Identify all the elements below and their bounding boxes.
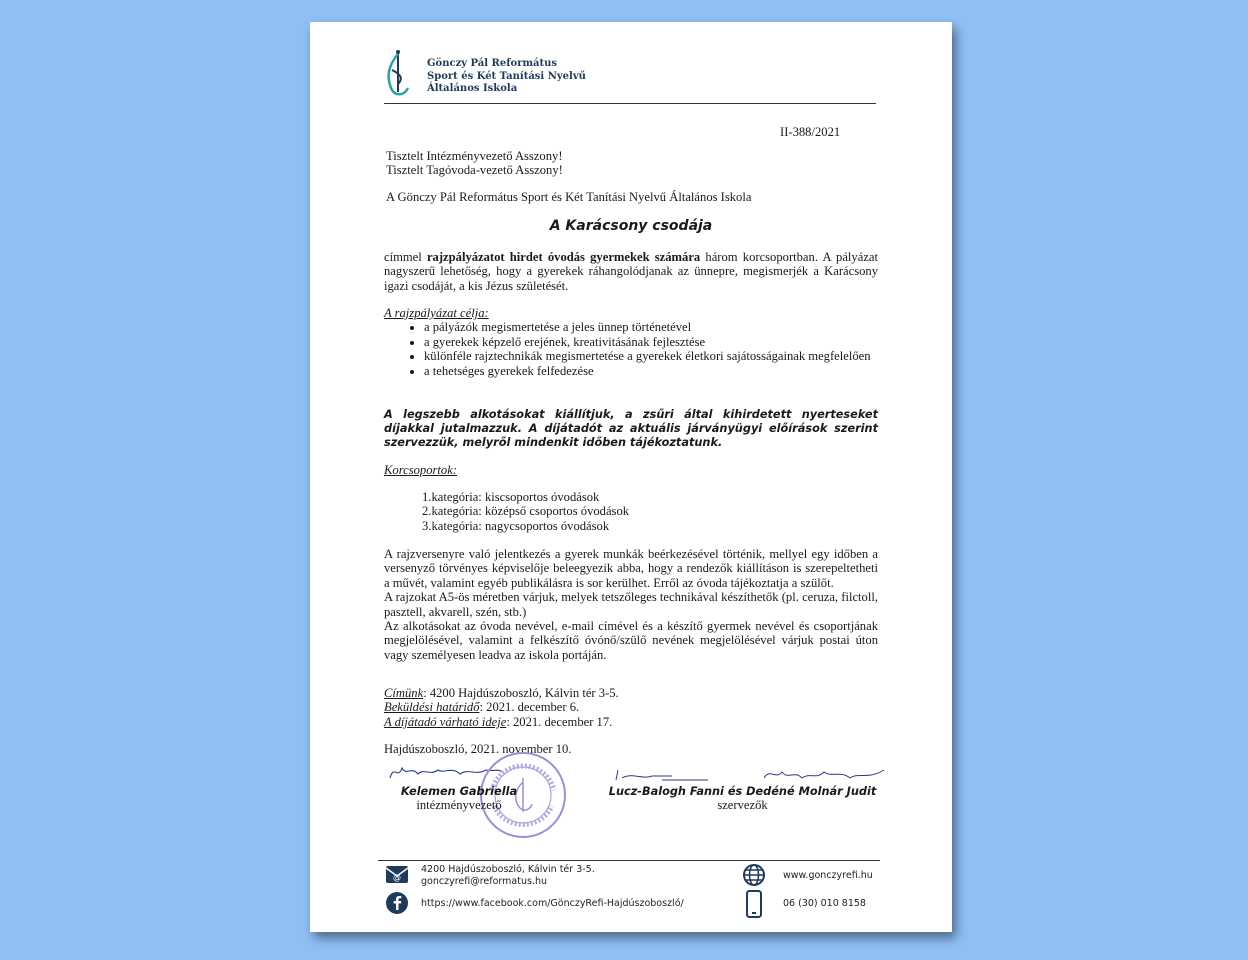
school-name-line: Általános Iskola [427,83,518,94]
school-name [427,58,586,96]
signature-right [600,785,885,812]
footer-facebook[interactable]: https://www.facebook.com/GönczyRefi-Hajdúszoboszló/ [421,898,684,909]
categories-list [422,490,629,533]
body-paragraph [384,250,878,293]
goals-list [384,320,878,378]
footer-phone: 06 (30) 010 8158 [783,898,866,909]
details-paragraph: Az alkotásokat az óvoda nevével, e-mail címével és a készítő gyermek nevével és csoportjának megjelölésével, valamint a felkészítő óvónő/szülő nevének megjelölésével várjuk postai úton vagy személyesen leadva az iskola portáján. [384,619,878,662]
signer-right-role: szervezők [717,798,768,812]
address-value: : 4200 Hajdúszoboszló, Kálvin tér 3-5. [423,686,619,700]
signature-right-2-icon [760,766,890,784]
address-label: Címünk [384,686,424,700]
phone-icon [742,890,766,918]
reference-number: II-388/2021 [780,125,841,139]
deadline-label: Beküldési határidő [384,700,480,715]
signer-left-role: intézményvezető [416,798,502,812]
footer-divider [378,860,880,861]
goals-section [384,306,878,378]
categories-heading: Korcsoportok: [384,463,457,477]
greeting-line: Tisztelt Tagóvoda-vezető Asszony! [386,163,563,178]
place-date: Hajdúszoboszló, 2021. november 10. [384,742,572,756]
school-name-line: Gönczy Pál Református [427,58,558,69]
goals-heading: A rajzpályázat célja: [384,306,489,320]
footer-email[interactable]: gonczyrefi@reformatus.hu [421,876,547,887]
highlight-paragraph: A legszebb alkotásokat kiállítjuk, a zsűri által kihirdetett nyerteseket díjakkal jutalmazzuk. A díjátadót az aktuális járványügyi előírások szerint szervezzük, melyről mindenkit időben tájékoztatunk. [384,408,878,449]
signature-right-1-icon [612,768,712,784]
category-item: 1.kategória: kiscsoportos óvodások [422,490,600,504]
address-line [384,686,619,700]
info-block [384,686,619,729]
school-name-line: Sport és Két Tanítási Nyelvű [427,70,586,82]
deadline-value: : 2021. december 6. [479,700,580,715]
signer-right-name: Lucz-Balogh Fanni és Dedéné Molnár Judit [608,785,877,798]
footer-contact [421,864,595,888]
footer-website[interactable]: www.gonczyrefi.hu [783,870,873,881]
mail-icon [385,862,409,886]
goal-item: • a gyerekek képzelő erejének, kreativitásának fejlesztése [424,335,878,349]
category-item: 2.kategória: középső csoportos óvodások [422,504,630,519]
signer-left-name: Kelemen Gabriella [400,785,518,798]
svg-text:@: @ [393,873,401,882]
category-item: 3.kategória: nagycsoportos óvodások [422,518,610,533]
goal-item: • különféle rajztechnikák megismertetése a gyerekek életkori sajátosságainak megfelelően [424,349,878,363]
intro-line: A Gönczy Pál Református Sport és Két Tanítási Nyelvű Általános Iskola [386,190,752,204]
award-line [384,715,619,729]
logo-icon [384,48,412,100]
header-divider [384,103,876,104]
signature-left [384,785,534,812]
body-bold: rajzpályázatot hirdet óvodás gyermekek számára [426,250,701,264]
body-lead: címmel [384,250,427,264]
award-value: : 2021. december 17. [506,714,613,729]
award-label: A díjátadó várható ideje [384,714,507,729]
footer-address: 4200 Hajdúszoboszló, Kálvin tér 3-5. [421,864,595,875]
details-section [384,547,878,662]
goal-item: • a pályázók megismertetése a jeles ünnep történetével [424,320,878,334]
details-paragraph: A rajzversenyre való jelentkezés a gyerek munkák beérkezésével történik, mellyel egy időben a versenyző törvényes képviselője beleegyezik abba, hogy a rendezők kiállításon is szerepeltetheti a művét, valamint egyéb publikálásra is sor kerülhet. Erről az óvoda tájékoztatja a szülőt. [384,547,878,590]
globe-icon [742,863,766,887]
facebook-icon[interactable] [385,891,409,915]
document-title: A Karácsony csodája [549,218,713,234]
document-page [310,22,952,932]
body-tail: három korcsoportban. A pályázat nagyszerű lehetőség, hogy a gyerekek ráhangolódjanak az ünnepre, megismerjék a Karácsony igazi csodáját, a kis Jézus születését. [384,250,878,293]
details-paragraph: A rajzokat A5-ös méretben várjuk, melyek tetszőleges technikával készíthetők (pl. ceruza, filctoll, pasztell, akvarell, szén, stb.) [384,590,878,619]
greeting [386,149,563,178]
greeting-line: Tisztelt Intézményvezető Asszony! [386,149,563,163]
deadline-line [384,700,619,714]
goal-item: • a tehetséges gyerekek felfedezése [424,364,878,378]
